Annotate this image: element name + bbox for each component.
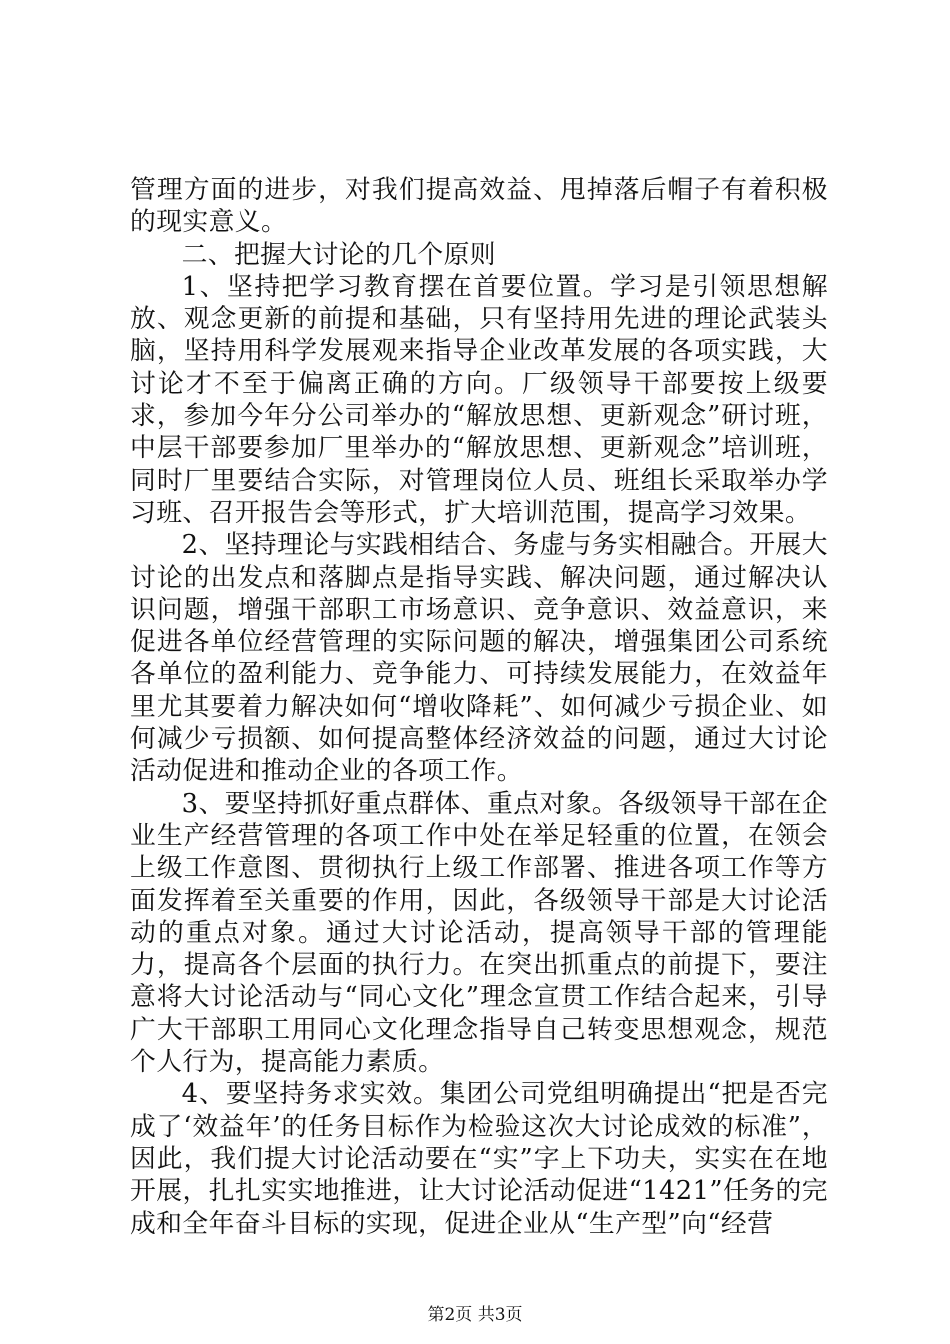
paragraph-principle-3: 3、要坚持抓好重点群体、重点对象。各级领导干部在企业生产经营管理的各项工作中处在举足轻重的位置，在领会上级工作意图、贯彻执行上级工作部署、推进各项工作等方面发挥着至关重要的作用，因此，各级领导干部是大讨论活动的重点对象。通过大讨论活动，提高领导干部的管理能力，提高各个层面的执行力。在突出抓重点的前提下，要注意将大讨论活动与“同心文化”理念宣贯工作结合起来，引导广大干部职工用同心文化理念指导自己转变思想观念，规范个人行为，提高能力素质。 [130,788,828,1078]
paragraph-continuation: 管理方面的进步，对我们提高效益、甩掉落后帽子有着积极的现实意义。 [130,175,828,238]
paragraph-principle-1: 1、坚持把学习教育摆在首要位置。学习是引领思想解放、观念更新的前提和基础，只有坚持用先进的理论武装头脑，坚持用科学发展观来指导企业改革发展的各项实践，大讨论才不至于偏离正确的方向。厂级领导干部要按上级要求，参加今年分公司举办的“解放思想、更新观念”研讨班，中层干部要参加厂里举办的“解放思想、更新观念”培训班，同时厂里要结合实际，对管理岗位人员、班组长采取举办学习班、召开报告会等形式，扩大培训范围，提高学习效果。 [130,271,828,528]
paragraph-principle-4: 4、要坚持务求实效。集团公司党组明确提出“把是否完成了‘效益年’的任务目标作为检验这次大讨论成效的标准”，因此，我们提大讨论活动要在“实”字上下功夫，实实在在地开展，扎扎实实地推进，让大讨论活动促进“1421”任务的完成和全年奋斗目标的实现，促进企业从“生产型”向“经营 [130,1079,828,1239]
paragraph-principle-2: 2、坚持理论与实践相结合、务虚与务实相融合。开展大讨论的出发点和落脚点是指导实践、解决问题，通过解决认识问题，增强干部职工市场意识、竞争意识、效益意识，来促进各单位经营管理的实际问题的解决，增强集团公司系统各单位的盈利能力、竞争能力、可持续发展能力，在效益年里尤其要着力解决如何“增收降耗”、如何减少亏损企业、如何减少亏损额、如何提高整体经济效益的问题，通过大讨论活动促进和推动企业的各项工作。 [130,530,828,787]
page-number-footer: 第2页 共3页 [427,1305,523,1325]
document-body [130,174,828,1240]
section-heading: 二、把握大讨论的几个原则 [181,239,496,270]
